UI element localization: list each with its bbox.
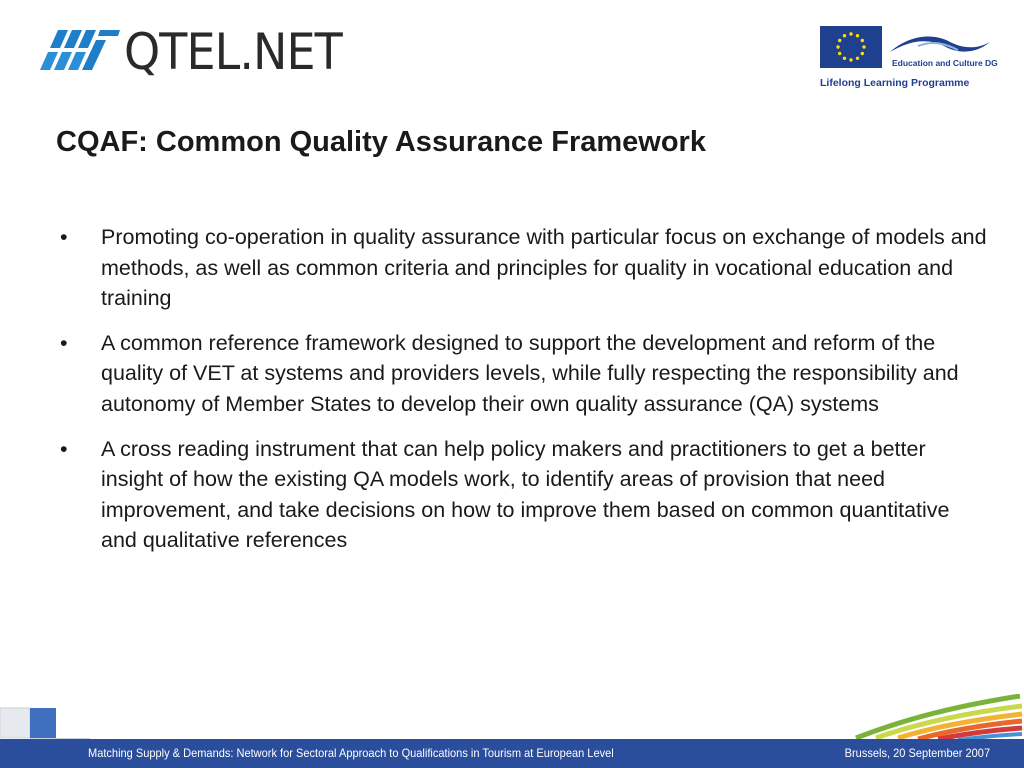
bullet-text: Promoting co-operation in quality assurance with particular focus on exchange of models and methods, as well as common criteria and principles for quality in vocational education and training — [101, 225, 987, 311]
bullet-item — [60, 328, 990, 420]
bullet-marker: • — [60, 225, 68, 249]
qtel-logo-mark-icon — [36, 26, 122, 80]
bullet-marker: • — [60, 436, 68, 461]
bullet-text: A common reference framework designed to support the development and reform of the quality of VET at systems and providers levels, while fully respecting the responsibility and autonomy of Member States to develop their own quality assurance (QA) systems — [101, 330, 959, 416]
qtel-logo — [36, 24, 366, 84]
eu-dg-label: Education and Culture DG — [892, 58, 998, 68]
bullet-marker: • — [60, 330, 68, 355]
eu-programme-label: Lifelong Learning Programme — [820, 77, 970, 89]
bullet-item — [60, 434, 990, 556]
eu-flag-icon — [820, 26, 882, 68]
qtel-wordmark: QTEL.NET — [124, 23, 342, 81]
footer-swoosh-decoration — [852, 694, 1024, 740]
eu-swoosh-icon — [888, 32, 992, 56]
eu-programme-logo — [816, 22, 998, 94]
footer-project-text: Matching Supply & Demands: Network for Sectoral Approach to Qualifications in Tourism at European Level — [88, 746, 614, 760]
bullet-text: A cross reading instrument that can help policy makers and practitioners to get a better insight of how the existing QA models work, to identify areas of provision that need improvement, and take decisions on how to improve them based on common quantitative and qualitative references — [101, 436, 950, 553]
slide-title: CQAF: Common Quality Assurance Framework — [56, 126, 706, 158]
footer-date-text: Brussels, 20 September 2007 — [844, 746, 990, 760]
bullet-item — [60, 222, 990, 314]
bullet-list — [60, 222, 990, 570]
